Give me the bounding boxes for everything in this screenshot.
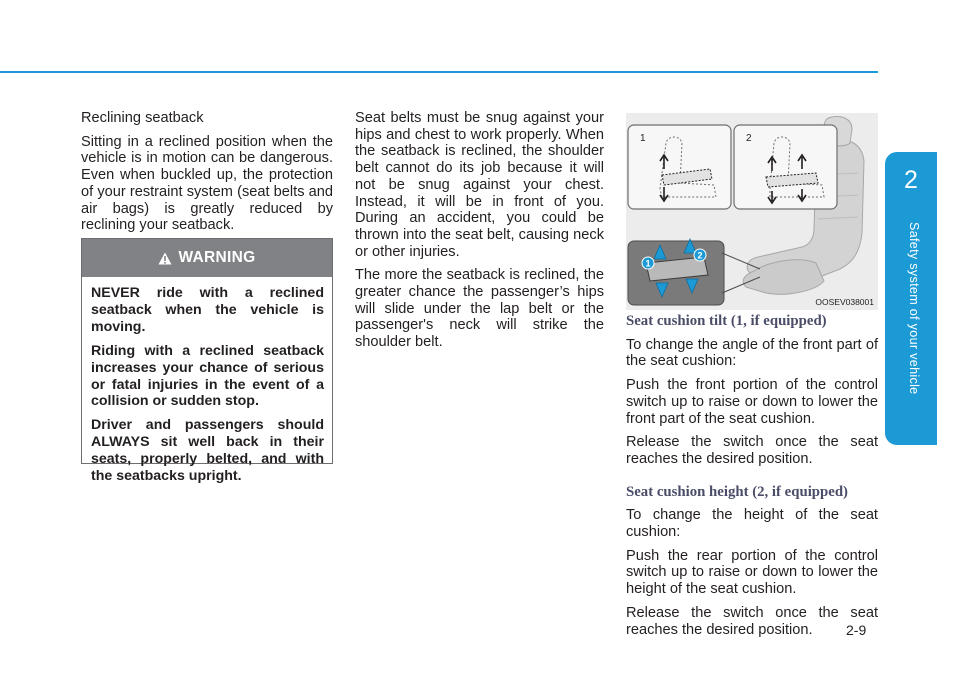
panel-label-2: 2: [746, 133, 752, 144]
warning-header: [82, 239, 332, 277]
page-number: 2-9: [846, 622, 867, 638]
paragraph-tilt-intro: To change the angle of the front part of the seat cushion:: [626, 336, 878, 370]
warning-triangle-icon: [158, 252, 172, 265]
seat-adjustment-figure: [626, 113, 878, 310]
paragraph-tilt-push: Push the front portion of the control switch up to raise or down to lower the front part of the seat cushion.: [626, 377, 878, 427]
warning-paragraph-3: Driver and passengers should ALWAYS sit well back in their seats, properly belted, and with the seatbacks upright.: [91, 417, 324, 485]
column-middle: [355, 110, 604, 358]
column-left: [81, 110, 333, 241]
seat-illustration: [626, 113, 878, 310]
chapter-number-box: [885, 152, 937, 212]
column-right: [626, 313, 878, 645]
chapter-number: 2: [904, 166, 918, 194]
chapter-title: Safety system of your vehicle: [907, 222, 921, 395]
paragraph-tilt-release: Release the switch once the seat reaches the desired position.: [626, 434, 878, 467]
warning-title: WARNING: [178, 249, 256, 266]
warning-body: [82, 277, 332, 485]
paragraph-height-release: Release the switch once the seat reaches the desired position.: [626, 604, 878, 638]
warning-paragraph-1: NEVER ride with a reclined seatback when the vehicle is moving.: [91, 285, 324, 335]
header-rule: [0, 71, 878, 73]
paragraph-height-push: Push the rear portion of the control switch up to raise or down to lower the height of the seat cushion.: [626, 547, 878, 598]
paragraph-height-intro: To change the height of the seat cushion:: [626, 507, 878, 541]
heading-cushion-tilt: Seat cushion tilt (1, if equipped): [626, 313, 827, 329]
heading-cushion-height: Seat cushion height (2, if equipped): [626, 483, 848, 500]
panel-label-1: 1: [640, 133, 646, 144]
paragraph-seatbelt-snug: Seat belts must be snug against your hips and chest to work properly. When the seatback is reclined, the shoulder belt cannot do its job because it will not be snug against your chest. Instead, it will be in front of you. During an accident, you could be thrown into the seat belt, causing neck or other injuries.: [355, 110, 604, 260]
callout-2: 2: [697, 250, 703, 261]
paragraph-seatbelt-reclined: The more the seatback is reclined, the greater chance the passenger’s hips will slide under the lap belt or the passenger's neck will strike the shoulder belt.: [355, 267, 604, 351]
warning-paragraph-2: Riding with a reclined seatback increases your chance of serious or fatal injuries in the event of a collision or sudden stop.: [91, 342, 324, 410]
section-heading-reclining: Reclining seatback: [81, 110, 204, 126]
figure-code: OOSEV038001: [815, 297, 874, 307]
warning-box: [81, 238, 333, 485]
paragraph-reclining: Sitting in a reclined position when the vehicle is in motion can be dangerous. Even when buckled up, the protection of your restraint system (seat belts and air bags) is greatly reduced by reclining your seatback.: [81, 133, 333, 234]
callout-1: 1: [645, 258, 651, 269]
